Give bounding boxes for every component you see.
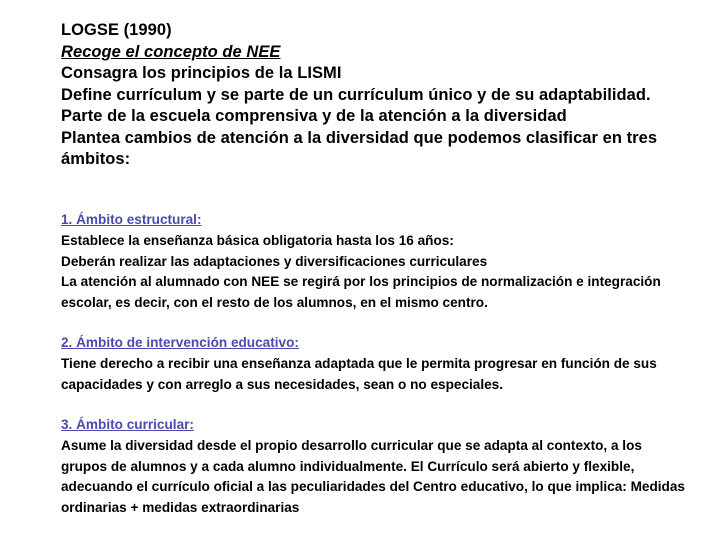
section-heading: 1. Ámbito estructural: <box>61 212 202 227</box>
section-text: Deberán realizar las adaptaciones y diversificaciones curriculares <box>61 253 488 269</box>
section-text: Tiene derecho a recibir una enseñanza adaptada que le permita progresar en función de sus capacidades y con arreglo a sus necesidades, sean o no especiales. <box>61 355 657 392</box>
section-heading: 3. Ámbito curricular: <box>61 417 194 432</box>
section-text: Establece la enseñanza básica obligatoria hasta los 16 años: <box>61 232 454 248</box>
comprehensive-school-line: Parte de la escuela comprensiva y de la atención a la diversidad <box>61 107 567 125</box>
section-structural <box>61 210 691 314</box>
section-educational-intervention <box>61 333 691 395</box>
section-text: Asume la diversidad desde el propio desarrollo curricular que se adapta al contexto, a los grupos de alumnos y a cada alumno individualmente. El Currículo será abierto y flexible, adecuando el currículo oficial a las peculiaridades del Centro educativo, lo que implica: Medidas ordinarias + medidas extraordinarias <box>61 437 685 516</box>
section-text: La atención al alumnado con NEE se regirá por los principios de normalización e integración escolar, es decir, con el resto de los alumnos, en el mismo centro. <box>61 274 661 311</box>
lismi-line: Consagra los principios de la LISMI <box>61 64 342 82</box>
section-curricular <box>61 415 691 519</box>
law-title: LOGSE (1990) <box>61 21 172 39</box>
intro-block <box>61 20 711 171</box>
section-heading: 2. Ámbito de intervención educativo: <box>61 335 299 350</box>
curriculum-line: Define currículum y se parte de un currículum único y de su adaptabilidad. <box>61 85 651 104</box>
nee-concept-line: Recoge el concepto de NEE <box>61 42 281 61</box>
changes-line: Plantea cambios de atención a la diversidad que podemos clasificar en tres ámbitos: <box>61 128 658 168</box>
